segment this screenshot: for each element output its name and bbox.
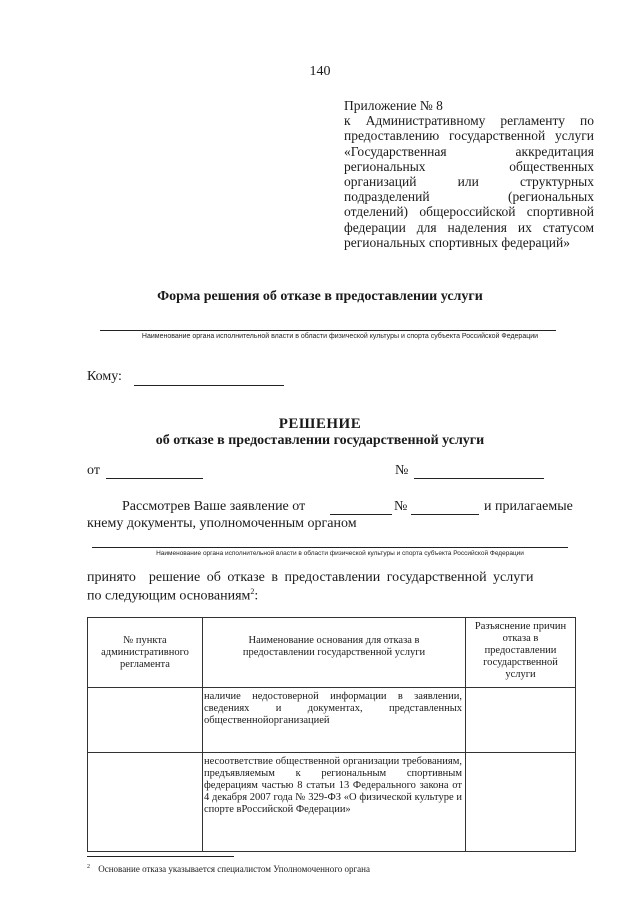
decision-subtitle: об отказе в предоставлении государственной услуги — [155, 433, 485, 448]
review-text-part2: № — [394, 499, 408, 514]
table-row — [88, 753, 576, 852]
number-prefix: № — [395, 463, 409, 478]
organ-name-caption-2: Наименование органа исполнительной власти в области физической культуры и спорта субъекта Российской Федерации — [156, 550, 524, 557]
row-reason-text: несоответствие общественной организации требованиям, предъявляемым к региональным спортивным федерациям частью 8 статьи 13 Федерального закона от 4 декабря 2007 года № 329-ФЗ «О физической культуре и спорте вРоссийской Федерации» — [204, 756, 462, 815]
decision-title: РЕШЕНИЕ — [278, 416, 362, 432]
organ-name-caption: Наименование органа исполнительной власти в области физической культуры и спорта субъекта Российской Федерации — [141, 333, 539, 340]
footnote-separator — [87, 856, 234, 857]
header-point-text: № пункта административного регламента — [101, 635, 189, 670]
appendix-line: отделений) общероссийской спортивной — [344, 204, 594, 220]
appendix-line: предоставлению государственной услуги — [344, 128, 594, 144]
review-date-line — [330, 514, 392, 515]
review-text-line2: кнему документы, уполномоченным органом — [87, 516, 357, 531]
appendix-block — [344, 98, 594, 250]
organ-name-line — [100, 330, 556, 331]
accepted-line1: принято решение об отказе в предоставлении государственной услуги — [87, 570, 534, 585]
header-point — [88, 618, 203, 688]
footnote-text: Основание отказа указывается специалистом Уполномоченного органа — [98, 864, 370, 874]
row-explanation — [466, 753, 576, 852]
recipient-label: Кому: — [87, 369, 122, 384]
footnote — [87, 864, 370, 874]
footnote-ref: 2 — [250, 587, 255, 596]
appendix-line: к Административному регламенту по — [344, 113, 594, 129]
date-prefix: от — [87, 463, 100, 478]
appendix-line: организаций или структурных — [344, 174, 594, 190]
appendix-line: региональных общественных — [344, 158, 594, 174]
page-number: 140 — [309, 64, 331, 79]
appendix-line: федерации для наделения их статусом — [344, 219, 594, 235]
header-reason — [203, 618, 466, 688]
accepted-colon: : — [254, 588, 259, 604]
row-reason-text: наличие недостоверной информации в заявлении, сведениях и документах, представленных общественнойорганизацией — [204, 691, 462, 726]
table-header-row — [88, 618, 576, 688]
review-text-part1: Рассмотрев Ваше заявление от — [122, 499, 306, 514]
date-field-line — [106, 478, 203, 479]
reasons-table — [87, 617, 576, 852]
row-point — [88, 753, 203, 852]
header-explanation-text: Разъяснение причин отказа в предоставлении государственной услуги — [474, 621, 567, 680]
row-point — [88, 688, 203, 753]
footnote-mark: 2 — [87, 864, 90, 870]
table-row — [88, 688, 576, 753]
header-reason-text: Наименование основания для отказа в предоставлении государственной услуги — [242, 635, 426, 658]
row-reason — [203, 688, 466, 753]
header-explanation — [466, 618, 576, 688]
form-title: Форма решения об отказе в предоставлении услуги — [157, 289, 483, 304]
appendix-title: Приложение № 8 — [344, 98, 443, 113]
organ-name-line-2 — [92, 547, 568, 548]
number-field-line — [414, 478, 544, 479]
row-explanation — [466, 688, 576, 753]
accepted-line2-text: по следующим основаниям — [87, 588, 251, 604]
appendix-line: подразделений (региональных — [344, 189, 594, 205]
row-reason — [203, 753, 466, 852]
appendix-line-last: региональных спортивных федераций» — [344, 234, 570, 250]
review-text-part3: и прилагаемые — [484, 499, 573, 514]
review-number-line — [411, 514, 479, 515]
recipient-field-line — [134, 385, 284, 386]
accepted-line2 — [87, 587, 258, 605]
appendix-line: «Государственная аккредитация — [344, 143, 594, 159]
